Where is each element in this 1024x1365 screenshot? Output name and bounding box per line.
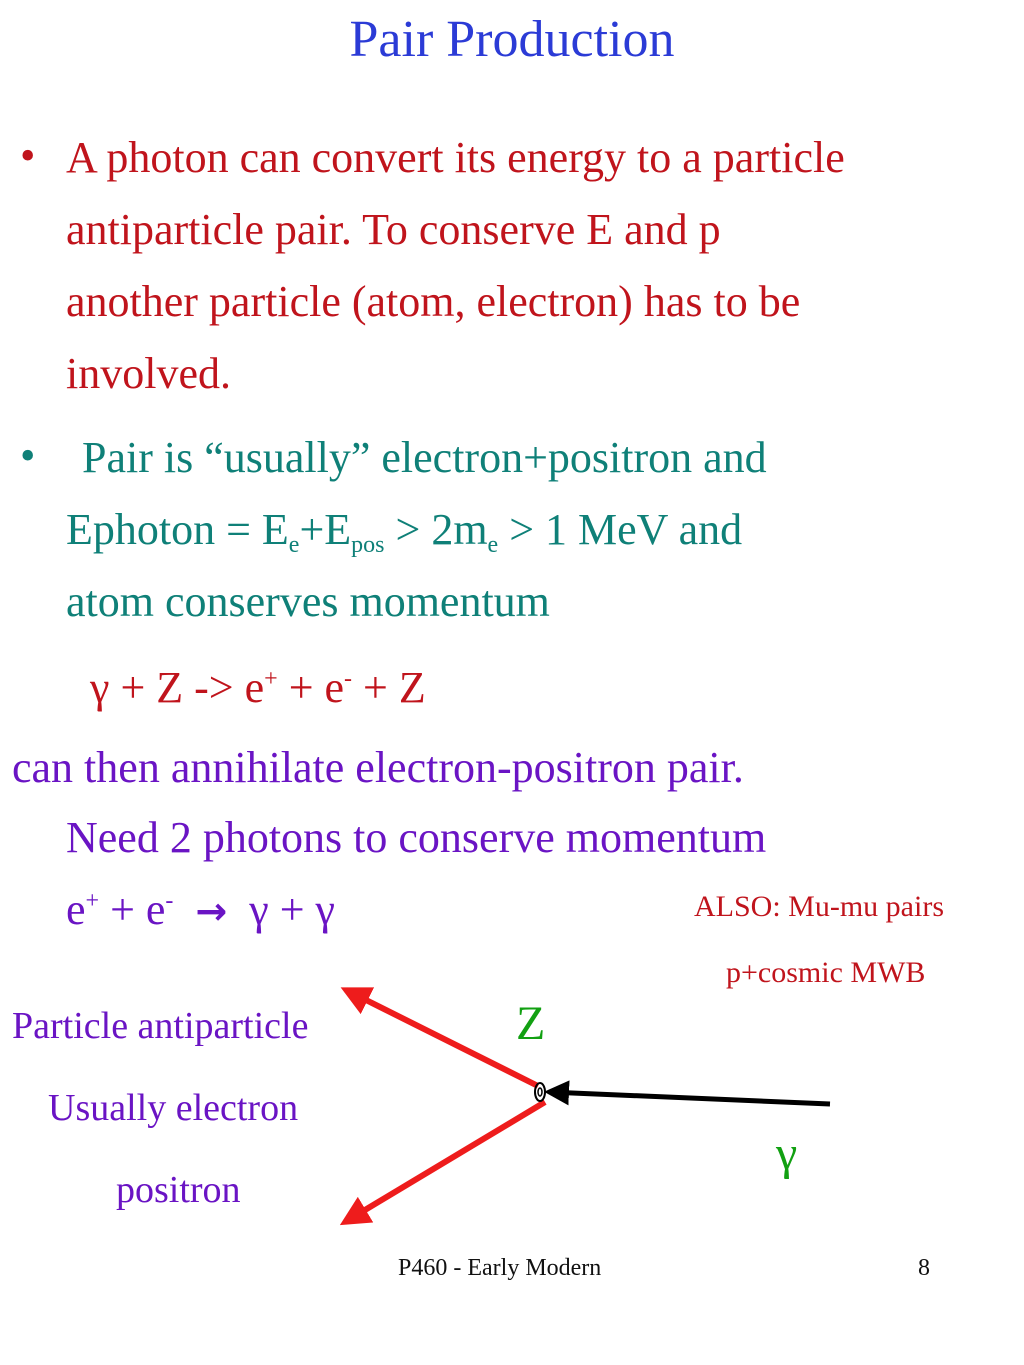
annihilation-line-2: Need 2 photons to conserve momentum (66, 813, 767, 862)
slide-title: Pair Production (349, 11, 675, 68)
reaction-part: γ + γ (227, 885, 335, 934)
equation-part: > 1 MeV and (498, 505, 743, 554)
bullet-1-line: A photon can convert its energy to a particle (66, 133, 845, 182)
bullet-marker-2: • (20, 431, 36, 480)
equation-part: +E (299, 505, 352, 554)
bullet-2-line: Pair is “usually” electron+positron and (82, 433, 767, 482)
also-note-line-1: ALSO: Mu-mu pairs (694, 890, 944, 923)
superscript: + (85, 888, 100, 914)
also-note-line-2: p+cosmic MWB (726, 956, 926, 989)
equation-part: Ephoton = E (66, 505, 289, 554)
subscript: e (487, 532, 499, 558)
superscript: - (344, 666, 353, 692)
reaction-part: e (66, 885, 86, 934)
bullet-1-line: antiparticle pair. To conserve E and p (66, 205, 721, 254)
reaction-part: + e (277, 663, 345, 712)
bullet-2-line: atom conserves momentum (66, 577, 550, 626)
nucleus-marker-icon (535, 1083, 545, 1101)
annihilation-line-1: can then annihilate electron-positron pair. (12, 743, 744, 792)
reaction-part: + e (99, 885, 166, 934)
diagram-left-label: Particle antiparticle (12, 1005, 309, 1047)
footer-page-number: 8 (918, 1255, 930, 1281)
diagram-left-label: Usually electron (48, 1087, 299, 1129)
diagram-left-label: positron (116, 1169, 241, 1211)
particle-track-line (346, 990, 538, 1086)
subscript: e (288, 532, 300, 558)
reaction-part: γ + Z -> e (90, 663, 265, 712)
bullet-1-line: involved. (66, 349, 231, 398)
equation-part: > 2m (384, 505, 488, 554)
nucleus-label: Z (516, 997, 546, 1050)
arrow-right-icon: → (195, 889, 228, 933)
antiparticle-track-line (345, 1102, 545, 1222)
subscript: pos (351, 532, 385, 558)
photon-label: γ (776, 1127, 798, 1180)
photon-track-line (549, 1092, 830, 1104)
footer-course: P460 - Early Modern (398, 1255, 602, 1281)
superscript: + (264, 666, 278, 692)
reaction-part: + Z (352, 663, 426, 712)
bullet-marker-1: • (20, 131, 36, 180)
nucleus-core-icon (538, 1088, 542, 1096)
superscript: - (165, 888, 174, 914)
bullet-1-line: another particle (atom, electron) has to be (66, 277, 801, 326)
